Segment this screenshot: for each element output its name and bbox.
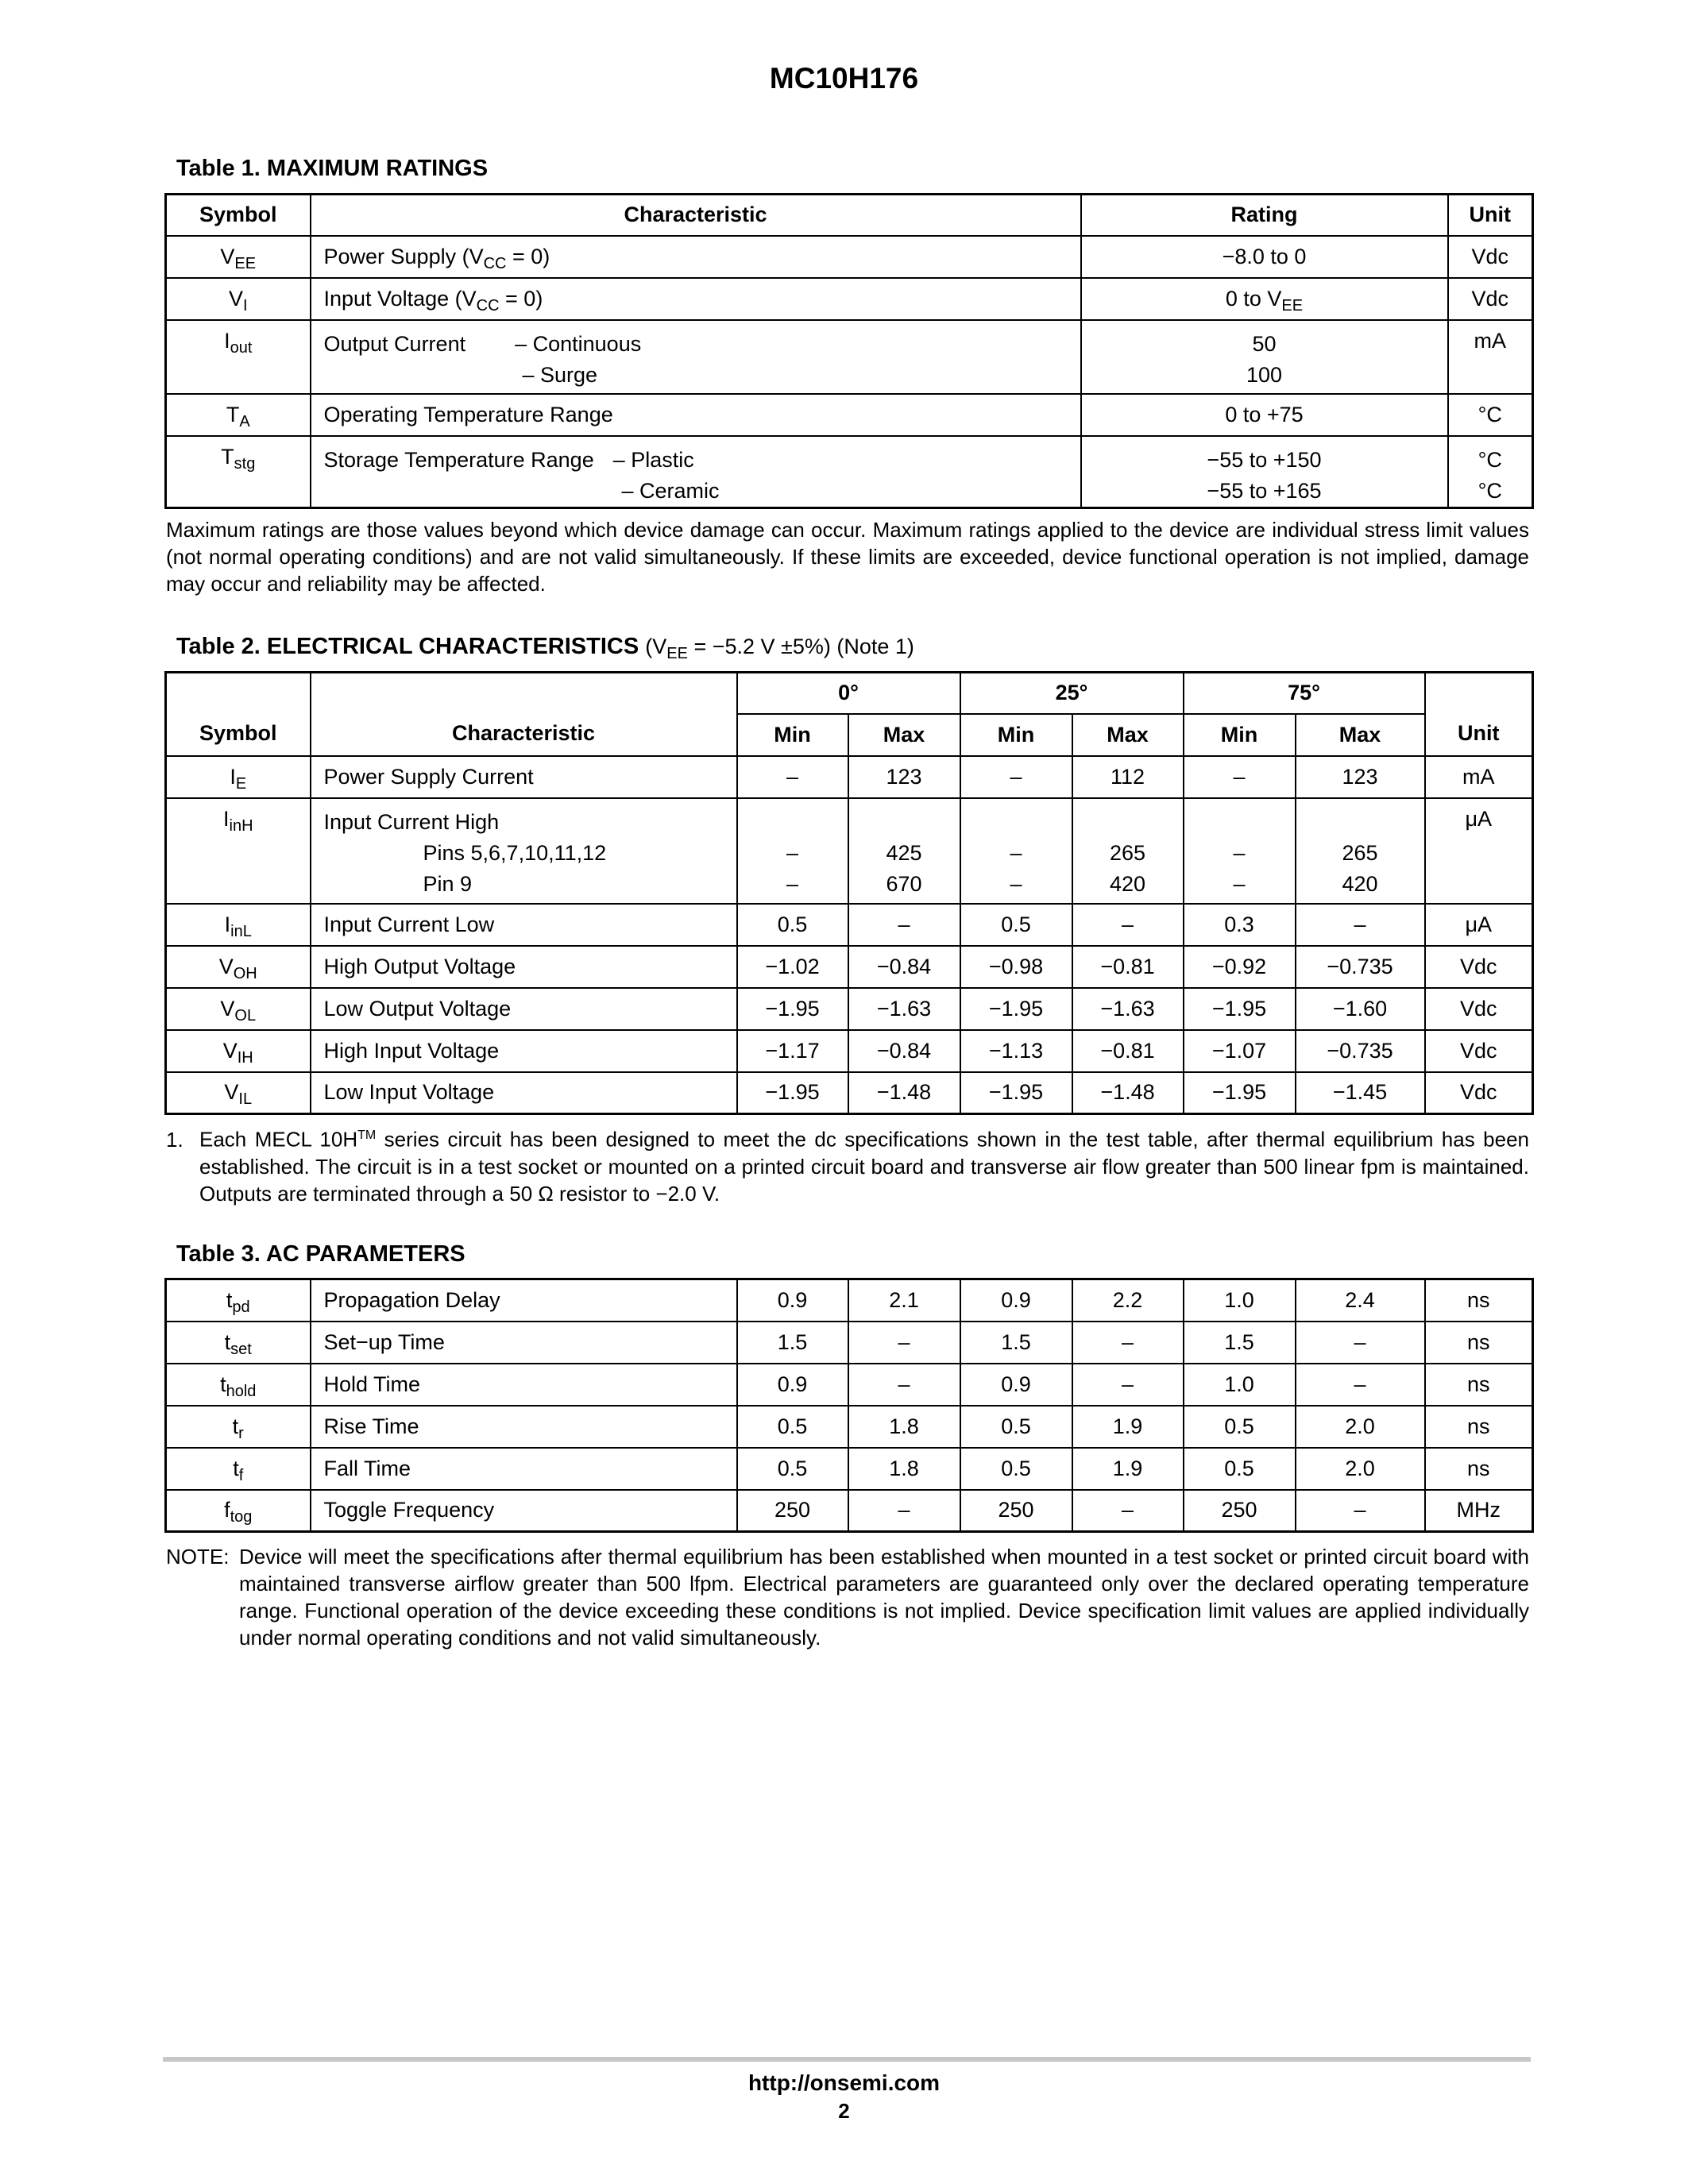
footer-url-link[interactable]: http://onsemi.com	[747, 2070, 941, 2095]
table1-caption: Table 1. MAXIMUM RATINGS	[176, 156, 489, 181]
table-row: $t_{pd}$ Propagation Delay 0.9 2.1 0.9 2.2 1.0 2.4 ns	[166, 1279, 1533, 1322]
table-row: $T_{stg}$ Storage Temperature Range – Plastic – Ceramic −55 to +150 −55 to +165 °C °C	[166, 436, 1533, 508]
footer-rule	[163, 2057, 1531, 2062]
ac-parameters-table	[164, 1278, 1534, 1533]
table-row: $V_{EE}$ Power Supply $(V_{CC} = 0)$ −8.0 to 0 Vdc	[166, 236, 1533, 278]
table2-note: 1. Each MECL 10H™ series circuit has been designed to meet the dc specifications shown in the test table, after thermal equilibrium has been established. The circuit is in a test socket or mounted on a printed circuit board and transverse air flow greater than 500 linear fpm is maintained. Outputs are terminated through a 50 Ω resistor to −2.0 V.	[166, 1127, 1529, 1206]
maximum-ratings-table	[164, 193, 1534, 509]
t2-temp-75: 75°	[1184, 673, 1425, 714]
table-row: $I_{inL}$ Input Current Low 0.5 – 0.5 – 0.3 – μA	[166, 904, 1533, 946]
table3-note: NOTE: Device will meet the specifications after thermal equilibrium has been established when mounted in a test socket or printed circuit board with maintained transverse airflow greater than 500 lfpm. Electrical parameters are guaranteed only over the declared operating temperature range. Functional operation of the device exceeding these conditions is not implied. Device specification limit values are applied individually under normal operating conditions and not valid simultaneously.	[166, 1545, 1529, 1650]
table-row: $V_I$ Input Voltage $(V_{CC} = 0)$ 0 to $V_{EE}$ Vdc	[166, 278, 1533, 320]
table-row: $V_{IH}$ High Input Voltage −1.17 −0.84 −1.13 −0.81 −1.07 −0.735 Vdc	[166, 1030, 1533, 1072]
table-row: $t_{hold}$ Hold Time 0.9 – 0.9 – 1.0 – ns	[166, 1364, 1533, 1406]
table-row: $V_{OL}$ Low Output Voltage −1.95 −1.63 −1.95 −1.63 −1.95 −1.60 Vdc	[166, 988, 1533, 1030]
t1-header-rating: Rating	[1081, 195, 1448, 236]
table-row: $I_E$ Power Supply Current – 123 – 112 – 123 mA	[166, 756, 1533, 798]
table-row: $V_{OH}$ High Output Voltage −1.02 −0.84 −0.98 −0.81 −0.92 −0.735 Vdc	[166, 946, 1533, 988]
t2-temp-0: 0°	[737, 673, 960, 714]
t2-header-unit: Unit	[1425, 673, 1533, 756]
table3-caption: Table 3. AC PARAMETERS	[176, 1241, 465, 1267]
table-row: $T_A$ Operating Temperature Range 0 to +75 °C	[166, 394, 1533, 436]
table1-note: Maximum ratings are those values beyond which device damage can occur. Maximum ratings applied to the device are individual stress limit values (not normal operating conditions) and are not valid simultaneously. If these limits are exceeded, device functional operation is not implied, damage may occur and reliability may be affected.	[166, 518, 1529, 596]
page-number: 2	[838, 2099, 850, 2123]
page-title: MC10H176	[769, 62, 919, 95]
table-row: $I_{out}$ Output Current – Continuous – Surge 50 100 mA	[166, 320, 1533, 394]
t2-temp-25: 25°	[960, 673, 1184, 714]
t1-header-symbol: Symbol	[166, 195, 311, 236]
electrical-characteristics-table: Symbol Characteristic 0° 25° 75° Unit Min Max Min Max Min Max $I_E$ Power Supply Current – 123 – 112 – 123 mA $I_{inH}$ Input Current High Pins 5,6,7,10,11,12 Pin 9 – – 425 670 – – 265 420 – – 265 420 μA $I_{inL}$ Input Current Low 0.5 – 0.5 – 0.3 – μA $V_{OH}$ High Output Voltage −1.02 −0.84 −0.98 −0.81 −0.92 −0.735 Vdc $V_{OL}$ Low Output Voltage −1.95 −1.63 −1.95 −1.63 −1.95 −1.60 Vdc $V_{IH}$ High Input Voltage −1.17 −0.84 −1.13 −0.81 −1.07 −0.735 Vdc $V_{IL}$ Low Input Voltage −1.95 −1.48 −1.95 −1.48 −1.95 −1.45 Vdc	[164, 671, 1534, 1115]
t1-header-unit: Unit	[1448, 195, 1533, 236]
table-row: $t_f$ Fall Time 0.5 1.8 0.5 1.9 0.5 2.0 ns	[166, 1448, 1533, 1490]
table-row: $t_r$ Rise Time 0.5 1.8 0.5 1.9 0.5 2.0 ns	[166, 1406, 1533, 1448]
t2-header-symbol: Symbol	[166, 673, 311, 756]
table2-caption: Table 2. ELECTRICAL CHARACTERISTICS ($V_{EE} = -5.2$ V ±5%) (Note 1)	[176, 634, 914, 662]
table-row: $f_{tog}$ Toggle Frequency 250 – 250 – 250 – MHz	[166, 1490, 1533, 1532]
table-row: $t_{set}$ Set−up Time 1.5 – 1.5 – 1.5 – ns	[166, 1322, 1533, 1364]
t2-header-characteristic: Characteristic	[311, 673, 737, 756]
table-row: $V_{IL}$ Low Input Voltage −1.95 −1.48 −1.95 −1.48 −1.95 −1.45 Vdc	[166, 1072, 1533, 1114]
table-row: $I_{inH}$ Input Current High Pins 5,6,7,10,11,12 Pin 9 – – 425 670 – – 265 420 – – 265 420 μA	[166, 798, 1533, 904]
t1-header-characteristic: Characteristic	[311, 195, 1081, 236]
